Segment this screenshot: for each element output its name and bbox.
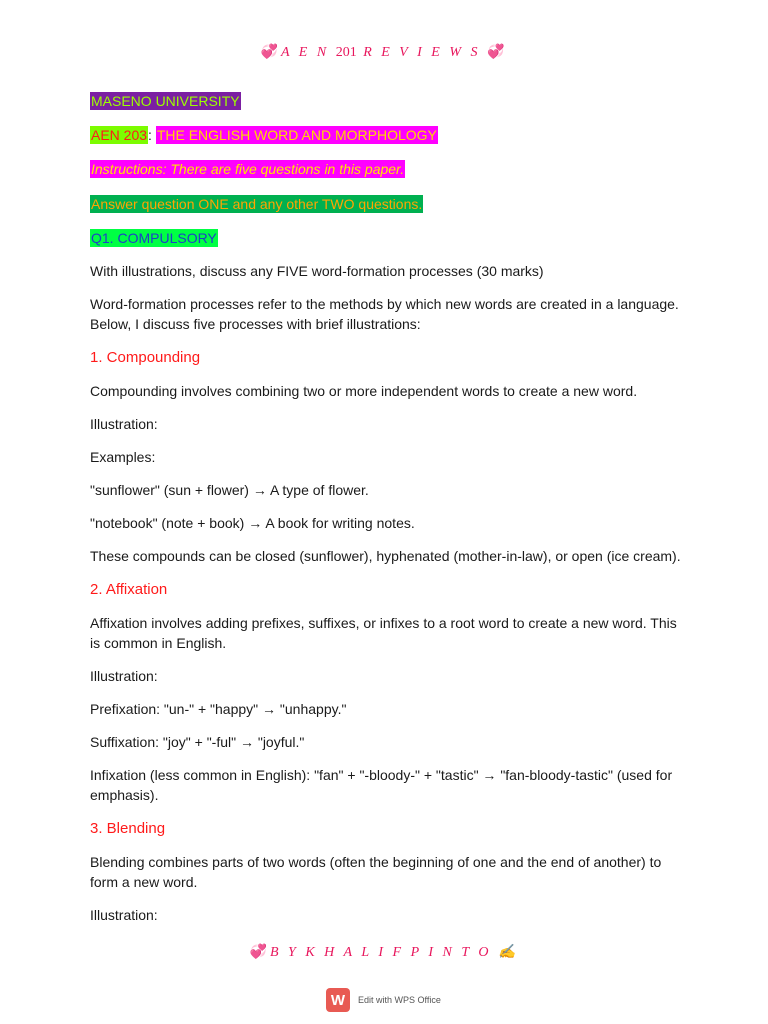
intro-line-2: Below, I discuss five processes with brief illustrations:	[90, 316, 421, 332]
pen-icon: ✍	[498, 945, 519, 960]
blending-desc-1: Blending combines parts of two words (often the beginning of one and the end of another) to	[90, 854, 662, 870]
header-num: 201	[335, 45, 357, 60]
prefixation-example: Prefixation: "un-" + "happy" → "unhappy."	[90, 701, 347, 717]
blending-desc-2: form a new word.	[90, 874, 198, 890]
suffixation-example: Suffixation: "joy" + "-ful" → "joyful."	[90, 734, 305, 750]
compounding-example-2: "notebook" (note + book) → A book for writing notes.	[90, 515, 415, 531]
heart-icon: 💞	[260, 45, 281, 60]
section-heading-compounding: 1. Compounding	[90, 349, 201, 366]
course-sep: :	[148, 127, 156, 143]
compounding-example-1: "sunflower" (sun + flower) → A type of flower.	[90, 482, 369, 498]
blending-illustration-label: Illustration:	[90, 907, 158, 923]
university-title: MASENO UNIVERSITY	[91, 93, 240, 109]
page-header	[0, 44, 768, 61]
affixation-desc-1: Affixation involves adding prefixes, suffixes, or infixes to a root word to create a new word. This	[90, 615, 677, 631]
compounding-examples-label: Examples:	[90, 449, 156, 465]
wps-label: Edit with WPS Office	[358, 995, 441, 1005]
header-right: R E V I E W S	[356, 45, 487, 60]
wps-logo-icon: W	[326, 988, 350, 1012]
intro-line-1: Word-formation processes refer to the methods by which new words are created in a language.	[90, 296, 679, 312]
section-heading-blending: 3. Blending	[90, 820, 166, 837]
footer-author: B Y K H A L I F P I N T O	[269, 945, 499, 960]
compounding-note: These compounds can be closed (sunflower), hyphenated (mother-in-law), or open (ice cream).	[90, 548, 681, 564]
page-footer	[0, 944, 768, 961]
instructions: Instructions: There are five questions in this paper.	[91, 161, 405, 177]
heart-icon: 💞	[249, 945, 270, 960]
course-name: THE ENGLISH WORD AND MORPHOLOGY	[156, 127, 437, 143]
section-heading-affixation: 2. Affixation	[90, 581, 168, 598]
compounding-illustration-label: Illustration:	[90, 416, 158, 432]
affixation-desc-2: is common in English.	[90, 635, 227, 651]
affixation-illustration-label: Illustration:	[90, 668, 158, 684]
header-left: A E N	[281, 45, 336, 60]
q1-heading: Q1. COMPULSORY	[91, 230, 217, 246]
course-code: AEN 203	[91, 127, 148, 143]
compounding-desc: Compounding involves combining two or more independent words to create a new word.	[90, 383, 638, 399]
wps-edit-link[interactable]	[326, 986, 454, 1014]
infixation-example-1: Infixation (less common in English): "fan" + "-bloody-" + "tastic" → "fan-bloody-tastic" (used for	[90, 767, 673, 783]
question-prompt: With illustrations, discuss any FIVE word-formation processes (30 marks)	[90, 263, 544, 279]
infixation-example-2: emphasis).	[90, 787, 159, 803]
answer-instruction: Answer question ONE and any other TWO questions.	[91, 196, 423, 212]
heart-icon: 💞	[486, 45, 508, 60]
